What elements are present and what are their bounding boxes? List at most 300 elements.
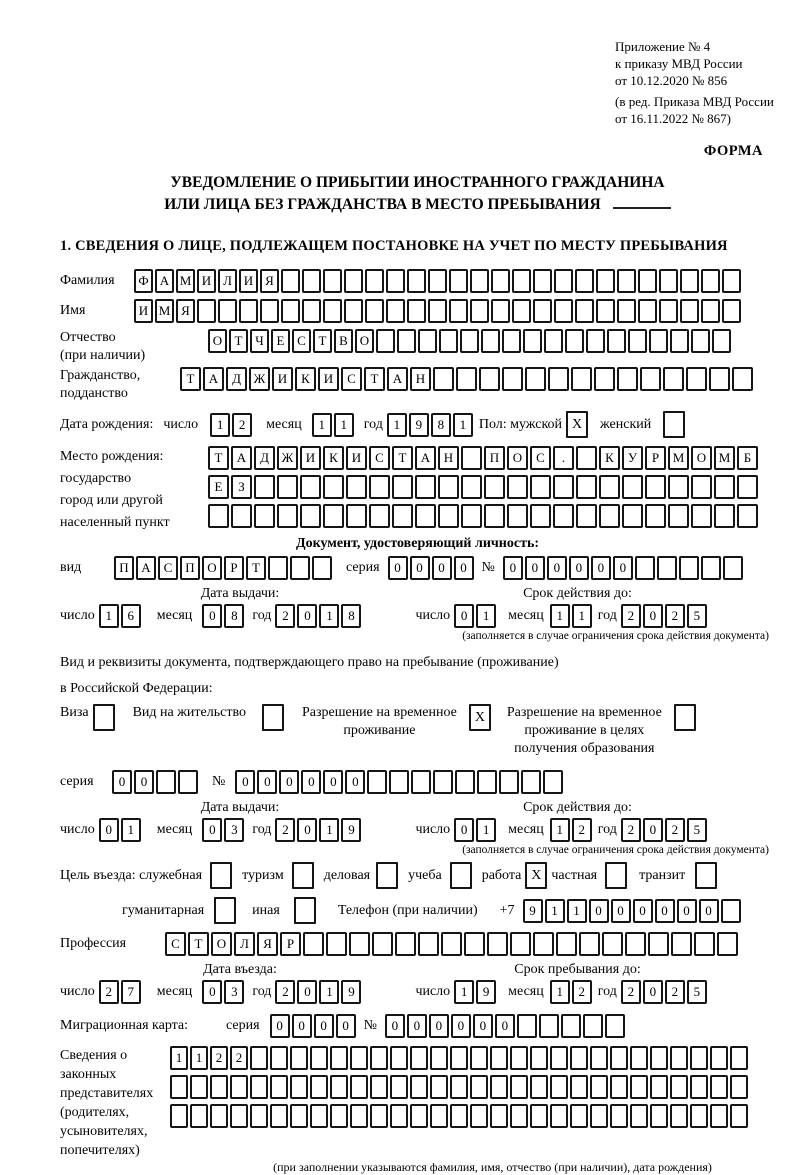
birthplace-row-3-cell[interactable]: [530, 504, 551, 528]
birthplace-row-1-cell[interactable]: Д: [254, 446, 275, 470]
doc-type-boxes-cell[interactable]: Р: [224, 556, 244, 580]
surname-boxes-cell[interactable]: [491, 269, 510, 293]
profession-boxes-cell[interactable]: [418, 932, 439, 956]
surname-boxes-cell[interactable]: [554, 269, 573, 293]
purpose-official-checkbox[interactable]: [210, 862, 232, 889]
res-issue-day-boxes-cell[interactable]: 0: [99, 818, 119, 842]
doc-series-boxes-cell[interactable]: 0: [410, 556, 430, 580]
representatives-row-1-cell[interactable]: 1: [170, 1046, 188, 1070]
representatives-row-3-cell[interactable]: [670, 1104, 688, 1128]
birthplace-row-1-cell[interactable]: И: [346, 446, 367, 470]
representatives-row-3-cell[interactable]: [590, 1104, 608, 1128]
representatives-row-3-cell[interactable]: [470, 1104, 488, 1128]
birthplace-row-3-cell[interactable]: [300, 504, 321, 528]
profession-boxes-cell[interactable]: [487, 932, 508, 956]
birthplace-row-3-cell[interactable]: [668, 504, 689, 528]
citizenship-boxes-cell[interactable]: [548, 367, 569, 391]
representatives-row-2-cell[interactable]: [190, 1075, 208, 1099]
birthplace-row-2-cell[interactable]: [300, 475, 321, 499]
representatives-row-1-cell[interactable]: [430, 1046, 448, 1070]
representatives-row-1-cell[interactable]: [550, 1046, 568, 1070]
birthplace-row-3-cell[interactable]: [553, 504, 574, 528]
doc-issue-year-boxes-cell[interactable]: 8: [341, 604, 361, 628]
surname-boxes-cell[interactable]: [428, 269, 447, 293]
res-number-boxes-cell[interactable]: [455, 770, 475, 794]
firstname-boxes-cell[interactable]: Я: [176, 299, 195, 323]
representatives-row-1-cell[interactable]: [490, 1046, 508, 1070]
citizenship-boxes-cell[interactable]: Т: [180, 367, 201, 391]
citizenship-boxes-cell[interactable]: Т: [364, 367, 385, 391]
representatives-row-1-cell[interactable]: [730, 1046, 748, 1070]
res-expiry-day-boxes-cell[interactable]: 0: [454, 818, 474, 842]
representatives-row-1-cell[interactable]: [270, 1046, 288, 1070]
migration-number-boxes-cell[interactable]: [561, 1014, 581, 1038]
birthplace-row-2-cell[interactable]: З: [231, 475, 252, 499]
birthplace-row-1-cell[interactable]: Н: [438, 446, 459, 470]
firstname-boxes-cell[interactable]: [386, 299, 405, 323]
representatives-row-2-cell[interactable]: [390, 1075, 408, 1099]
citizenship-boxes-cell[interactable]: [709, 367, 730, 391]
firstname-boxes-cell[interactable]: [554, 299, 573, 323]
citizenship-boxes-cell[interactable]: [617, 367, 638, 391]
profession-boxes-cell[interactable]: [372, 932, 393, 956]
res-number-boxes-cell[interactable]: [367, 770, 387, 794]
migration-number-boxes-cell[interactable]: 0: [495, 1014, 515, 1038]
phone-boxes-cell[interactable]: 0: [699, 899, 719, 923]
profession-boxes-cell[interactable]: [395, 932, 416, 956]
temp-residence-checkbox[interactable]: X: [469, 704, 491, 731]
doc-issue-year-boxes-cell[interactable]: 0: [297, 604, 317, 628]
doc-issue-month-boxes-cell[interactable]: 0: [202, 604, 222, 628]
birthplace-row-3-cell[interactable]: [392, 504, 413, 528]
surname-boxes-cell[interactable]: [512, 269, 531, 293]
patronymic-boxes-cell[interactable]: [523, 329, 542, 353]
visa-checkbox[interactable]: [93, 704, 115, 731]
doc-number-boxes-cell[interactable]: 0: [547, 556, 567, 580]
migration-number-boxes-cell[interactable]: 0: [473, 1014, 493, 1038]
birthplace-row-1-cell[interactable]: С: [530, 446, 551, 470]
birthplace-row-1-cell[interactable]: [461, 446, 482, 470]
entry-day-boxes-cell[interactable]: 2: [99, 980, 119, 1004]
profession-boxes-cell[interactable]: [441, 932, 462, 956]
profession-boxes-cell[interactable]: [671, 932, 692, 956]
representatives-row-1-cell[interactable]: [290, 1046, 308, 1070]
stay-year-boxes-cell[interactable]: 0: [643, 980, 663, 1004]
doc-number-boxes-cell[interactable]: 0: [569, 556, 589, 580]
birth-month-boxes-cell[interactable]: 1: [312, 413, 332, 437]
surname-boxes-cell[interactable]: [470, 269, 489, 293]
birthplace-row-2-cell[interactable]: [438, 475, 459, 499]
doc-issue-year-boxes-cell[interactable]: 2: [275, 604, 295, 628]
doc-number-boxes-cell[interactable]: [701, 556, 721, 580]
representatives-row-3-cell[interactable]: [350, 1104, 368, 1128]
birthplace-row-1-cell[interactable]: А: [231, 446, 252, 470]
firstname-boxes-cell[interactable]: [365, 299, 384, 323]
representatives-row-1-cell[interactable]: [570, 1046, 588, 1070]
migration-number-boxes-cell[interactable]: [605, 1014, 625, 1038]
representatives-row-1-cell[interactable]: 2: [210, 1046, 228, 1070]
birth-year-boxes-cell[interactable]: 1: [453, 413, 473, 437]
citizenship-boxes-cell[interactable]: [479, 367, 500, 391]
patronymic-boxes-cell[interactable]: [418, 329, 437, 353]
phone-boxes-cell[interactable]: 0: [589, 899, 609, 923]
purpose-other-checkbox[interactable]: [294, 897, 316, 924]
representatives-row-1-cell[interactable]: [410, 1046, 428, 1070]
citizenship-boxes-cell[interactable]: С: [341, 367, 362, 391]
doc-type-boxes-cell[interactable]: О: [202, 556, 222, 580]
res-number-boxes-cell[interactable]: [543, 770, 563, 794]
citizenship-boxes-cell[interactable]: [663, 367, 684, 391]
citizenship-boxes-cell[interactable]: И: [318, 367, 339, 391]
birthplace-row-2-cell[interactable]: [553, 475, 574, 499]
birthplace-row-3-cell[interactable]: [691, 504, 712, 528]
birthplace-row-2-cell[interactable]: [622, 475, 643, 499]
representatives-row-3-cell[interactable]: [430, 1104, 448, 1128]
firstname-boxes-cell[interactable]: [428, 299, 447, 323]
birthplace-row-1-cell[interactable]: И: [300, 446, 321, 470]
representatives-row-2-cell[interactable]: [430, 1075, 448, 1099]
res-number-boxes-cell[interactable]: [477, 770, 497, 794]
representatives-row-1-cell[interactable]: [530, 1046, 548, 1070]
birthplace-row-3-cell[interactable]: [714, 504, 735, 528]
birthplace-row-3-cell[interactable]: [599, 504, 620, 528]
firstname-boxes-cell[interactable]: [659, 299, 678, 323]
representatives-row-1-cell[interactable]: [450, 1046, 468, 1070]
res-number-boxes-cell[interactable]: 0: [323, 770, 343, 794]
res-issue-year-boxes-cell[interactable]: 9: [341, 818, 361, 842]
res-number-boxes-cell[interactable]: [411, 770, 431, 794]
residence-permit-checkbox[interactable]: [262, 704, 284, 731]
birthplace-row-3-cell[interactable]: [438, 504, 459, 528]
res-issue-day-boxes-cell[interactable]: 1: [121, 818, 141, 842]
representatives-row-2-cell[interactable]: [330, 1075, 348, 1099]
citizenship-boxes-cell[interactable]: Ж: [249, 367, 270, 391]
res-number-boxes-cell[interactable]: [389, 770, 409, 794]
surname-boxes-cell[interactable]: [680, 269, 699, 293]
surname-boxes-cell[interactable]: [722, 269, 741, 293]
birthplace-row-1-cell[interactable]: П: [484, 446, 505, 470]
surname-boxes-cell[interactable]: Л: [218, 269, 237, 293]
birthplace-row-2-cell[interactable]: [645, 475, 666, 499]
citizenship-boxes-cell[interactable]: А: [387, 367, 408, 391]
representatives-row-3-cell[interactable]: [270, 1104, 288, 1128]
doc-series-boxes-cell[interactable]: 0: [388, 556, 408, 580]
purpose-transit-checkbox[interactable]: [695, 862, 717, 889]
patronymic-boxes-cell[interactable]: С: [292, 329, 311, 353]
representatives-row-3-cell[interactable]: [690, 1104, 708, 1128]
birthplace-row-1-cell[interactable]: К: [323, 446, 344, 470]
birthplace-row-3-cell[interactable]: [484, 504, 505, 528]
representatives-row-2-cell[interactable]: [570, 1075, 588, 1099]
doc-number-boxes-cell[interactable]: 0: [613, 556, 633, 580]
surname-boxes-cell[interactable]: [386, 269, 405, 293]
firstname-boxes-cell[interactable]: [596, 299, 615, 323]
res-number-boxes-cell[interactable]: [433, 770, 453, 794]
birthplace-row-1-cell[interactable]: Ж: [277, 446, 298, 470]
profession-boxes-cell[interactable]: [579, 932, 600, 956]
firstname-boxes-cell[interactable]: [491, 299, 510, 323]
res-expiry-year-boxes-cell[interactable]: 2: [621, 818, 641, 842]
res-number-boxes-cell[interactable]: 0: [235, 770, 255, 794]
doc-type-boxes-cell[interactable]: [268, 556, 288, 580]
representatives-row-3-cell[interactable]: [370, 1104, 388, 1128]
representatives-row-2-cell[interactable]: [490, 1075, 508, 1099]
birthplace-row-2-cell[interactable]: [691, 475, 712, 499]
birthplace-row-1-cell[interactable]: С: [369, 446, 390, 470]
profession-boxes-cell[interactable]: [533, 932, 554, 956]
patronymic-boxes-cell[interactable]: [565, 329, 584, 353]
citizenship-boxes-cell[interactable]: [686, 367, 707, 391]
representatives-row-3-cell[interactable]: [390, 1104, 408, 1128]
representatives-row-2-cell[interactable]: [710, 1075, 728, 1099]
representatives-row-2-cell[interactable]: [650, 1075, 668, 1099]
representatives-row-3-cell[interactable]: [330, 1104, 348, 1128]
doc-expiry-day-boxes-cell[interactable]: 0: [454, 604, 474, 628]
surname-boxes-cell[interactable]: [638, 269, 657, 293]
birthplace-row-2-cell[interactable]: [737, 475, 758, 499]
birthplace-row-3-cell[interactable]: [231, 504, 252, 528]
representatives-row-2-cell[interactable]: [370, 1075, 388, 1099]
stay-year-boxes-cell[interactable]: 5: [687, 980, 707, 1004]
firstname-boxes-cell[interactable]: [680, 299, 699, 323]
firstname-boxes-cell[interactable]: [701, 299, 720, 323]
birthplace-row-3-cell[interactable]: [507, 504, 528, 528]
phone-boxes-cell[interactable]: 0: [611, 899, 631, 923]
birthplace-row-1-cell[interactable]: К: [599, 446, 620, 470]
patronymic-boxes-cell[interactable]: [544, 329, 563, 353]
citizenship-boxes-cell[interactable]: [525, 367, 546, 391]
representatives-row-3-cell[interactable]: [310, 1104, 328, 1128]
patronymic-boxes-cell[interactable]: В: [334, 329, 353, 353]
representatives-row-1-cell[interactable]: [710, 1046, 728, 1070]
doc-issue-month-boxes-cell[interactable]: 8: [224, 604, 244, 628]
surname-boxes-cell[interactable]: [596, 269, 615, 293]
doc-type-boxes-cell[interactable]: П: [114, 556, 134, 580]
representatives-row-2-cell[interactable]: [690, 1075, 708, 1099]
representatives-row-2-cell[interactable]: [350, 1075, 368, 1099]
res-number-boxes-cell[interactable]: 0: [279, 770, 299, 794]
profession-boxes-cell[interactable]: [694, 932, 715, 956]
migration-series-boxes-cell[interactable]: 0: [336, 1014, 356, 1038]
doc-expiry-month-boxes-cell[interactable]: 1: [550, 604, 570, 628]
surname-boxes-cell[interactable]: [323, 269, 342, 293]
profession-boxes-cell[interactable]: [326, 932, 347, 956]
birthplace-row-2-cell[interactable]: [599, 475, 620, 499]
representatives-row-3-cell[interactable]: [490, 1104, 508, 1128]
surname-boxes-cell[interactable]: М: [176, 269, 195, 293]
representatives-row-3-cell[interactable]: [250, 1104, 268, 1128]
birth-year-boxes-cell[interactable]: 9: [409, 413, 429, 437]
patronymic-boxes-cell[interactable]: [607, 329, 626, 353]
birthplace-row-2-cell[interactable]: Е: [208, 475, 229, 499]
surname-boxes-cell[interactable]: [617, 269, 636, 293]
migration-series-boxes-cell[interactable]: 0: [314, 1014, 334, 1038]
birthplace-row-1-cell[interactable]: М: [668, 446, 689, 470]
birth-month-boxes-cell[interactable]: 1: [334, 413, 354, 437]
patronymic-boxes-cell[interactable]: [481, 329, 500, 353]
profession-boxes-cell[interactable]: Я: [257, 932, 278, 956]
res-number-boxes-cell[interactable]: [521, 770, 541, 794]
surname-boxes-cell[interactable]: [701, 269, 720, 293]
res-issue-year-boxes-cell[interactable]: 2: [275, 818, 295, 842]
entry-year-boxes-cell[interactable]: 2: [275, 980, 295, 1004]
phone-boxes-cell[interactable]: 0: [677, 899, 697, 923]
profession-boxes-cell[interactable]: Л: [234, 932, 255, 956]
firstname-boxes-cell[interactable]: [449, 299, 468, 323]
res-expiry-day-boxes-cell[interactable]: 1: [476, 818, 496, 842]
stay-month-boxes-cell[interactable]: 2: [572, 980, 592, 1004]
doc-number-boxes-cell[interactable]: [657, 556, 677, 580]
firstname-boxes-cell[interactable]: [533, 299, 552, 323]
profession-boxes-cell[interactable]: [303, 932, 324, 956]
representatives-row-2-cell[interactable]: [530, 1075, 548, 1099]
representatives-row-1-cell[interactable]: 2: [230, 1046, 248, 1070]
patronymic-boxes-cell[interactable]: [649, 329, 668, 353]
patronymic-boxes-cell[interactable]: Е: [271, 329, 290, 353]
patronymic-boxes-cell[interactable]: [712, 329, 731, 353]
profession-boxes-cell[interactable]: С: [165, 932, 186, 956]
surname-boxes-cell[interactable]: [344, 269, 363, 293]
profession-boxes-cell[interactable]: [510, 932, 531, 956]
purpose-humanitarian-checkbox[interactable]: [214, 897, 236, 924]
female-checkbox[interactable]: [663, 411, 685, 438]
firstname-boxes-cell[interactable]: [344, 299, 363, 323]
doc-issue-year-boxes-cell[interactable]: 1: [319, 604, 339, 628]
firstname-boxes-cell[interactable]: [281, 299, 300, 323]
birthplace-row-1-cell[interactable]: У: [622, 446, 643, 470]
birthplace-row-2-cell[interactable]: [346, 475, 367, 499]
patronymic-boxes-cell[interactable]: [628, 329, 647, 353]
birthplace-row-3-cell[interactable]: [622, 504, 643, 528]
citizenship-boxes-cell[interactable]: К: [295, 367, 316, 391]
migration-number-boxes-cell[interactable]: 0: [429, 1014, 449, 1038]
migration-number-boxes-cell[interactable]: [539, 1014, 559, 1038]
doc-number-boxes-cell[interactable]: [635, 556, 655, 580]
representatives-row-3-cell[interactable]: [650, 1104, 668, 1128]
firstname-boxes-cell[interactable]: [218, 299, 237, 323]
birthplace-row-1-cell[interactable]: [576, 446, 597, 470]
firstname-boxes-cell[interactable]: [722, 299, 741, 323]
migration-number-boxes-cell[interactable]: 0: [385, 1014, 405, 1038]
patronymic-boxes-cell[interactable]: [502, 329, 521, 353]
res-issue-month-boxes-cell[interactable]: 0: [202, 818, 222, 842]
representatives-row-2-cell[interactable]: [270, 1075, 288, 1099]
birthplace-row-1-cell[interactable]: Б: [737, 446, 758, 470]
profession-boxes-cell[interactable]: [625, 932, 646, 956]
representatives-row-3-cell[interactable]: [170, 1104, 188, 1128]
phone-boxes-cell[interactable]: 1: [545, 899, 565, 923]
birthplace-row-3-cell[interactable]: [415, 504, 436, 528]
birth-day-boxes-cell[interactable]: 1: [210, 413, 230, 437]
representatives-row-2-cell[interactable]: [230, 1075, 248, 1099]
profession-boxes-cell[interactable]: [602, 932, 623, 956]
representatives-row-3-cell[interactable]: [530, 1104, 548, 1128]
patronymic-boxes-cell[interactable]: [376, 329, 395, 353]
profession-boxes-cell[interactable]: Р: [280, 932, 301, 956]
birthplace-row-1-cell[interactable]: О: [507, 446, 528, 470]
birthplace-row-3-cell[interactable]: [645, 504, 666, 528]
representatives-row-1-cell[interactable]: [590, 1046, 608, 1070]
representatives-row-3-cell[interactable]: [290, 1104, 308, 1128]
representatives-row-2-cell[interactable]: [610, 1075, 628, 1099]
entry-day-boxes-cell[interactable]: 7: [121, 980, 141, 1004]
patronymic-boxes-cell[interactable]: О: [355, 329, 374, 353]
birthplace-row-3-cell[interactable]: [737, 504, 758, 528]
representatives-row-2-cell[interactable]: [630, 1075, 648, 1099]
representatives-row-1-cell[interactable]: [690, 1046, 708, 1070]
doc-number-boxes-cell[interactable]: 0: [525, 556, 545, 580]
firstname-boxes-cell[interactable]: [302, 299, 321, 323]
patronymic-boxes-cell[interactable]: [586, 329, 605, 353]
representatives-row-3-cell[interactable]: [570, 1104, 588, 1128]
representatives-row-1-cell[interactable]: [350, 1046, 368, 1070]
entry-year-boxes-cell[interactable]: 9: [341, 980, 361, 1004]
birthplace-row-2-cell[interactable]: [369, 475, 390, 499]
patronymic-boxes-cell[interactable]: О: [208, 329, 227, 353]
representatives-row-3-cell[interactable]: [410, 1104, 428, 1128]
doc-expiry-year-boxes-cell[interactable]: 5: [687, 604, 707, 628]
firstname-boxes-cell[interactable]: [407, 299, 426, 323]
patronymic-boxes-cell[interactable]: Т: [229, 329, 248, 353]
res-number-boxes-cell[interactable]: 0: [257, 770, 277, 794]
entry-month-boxes-cell[interactable]: 0: [202, 980, 222, 1004]
entry-month-boxes-cell[interactable]: 3: [224, 980, 244, 1004]
res-number-boxes-cell[interactable]: 0: [301, 770, 321, 794]
doc-type-boxes-cell[interactable]: А: [136, 556, 156, 580]
temp-residence-edu-checkbox[interactable]: [674, 704, 696, 731]
doc-series-boxes-cell[interactable]: 0: [454, 556, 474, 580]
citizenship-boxes-cell[interactable]: А: [203, 367, 224, 391]
representatives-row-2-cell[interactable]: [290, 1075, 308, 1099]
representatives-row-3-cell[interactable]: [450, 1104, 468, 1128]
res-expiry-year-boxes-cell[interactable]: 0: [643, 818, 663, 842]
doc-number-boxes-cell[interactable]: 0: [503, 556, 523, 580]
representatives-row-1-cell[interactable]: [390, 1046, 408, 1070]
stay-year-boxes-cell[interactable]: 2: [621, 980, 641, 1004]
firstname-boxes-cell[interactable]: [575, 299, 594, 323]
birthplace-row-1-cell[interactable]: Т: [392, 446, 413, 470]
phone-boxes-cell[interactable]: 1: [567, 899, 587, 923]
representatives-row-1-cell[interactable]: [610, 1046, 628, 1070]
representatives-row-1-cell[interactable]: [510, 1046, 528, 1070]
res-expiry-year-boxes-cell[interactable]: 5: [687, 818, 707, 842]
birthplace-row-3-cell[interactable]: [323, 504, 344, 528]
birthplace-row-1-cell[interactable]: .: [553, 446, 574, 470]
surname-boxes-cell[interactable]: [365, 269, 384, 293]
phone-boxes-cell[interactable]: 0: [655, 899, 675, 923]
doc-number-boxes-cell[interactable]: 0: [591, 556, 611, 580]
firstname-boxes-cell[interactable]: [197, 299, 216, 323]
representatives-row-1-cell[interactable]: [310, 1046, 328, 1070]
doc-number-boxes-cell[interactable]: [679, 556, 699, 580]
doc-expiry-day-boxes-cell[interactable]: 1: [476, 604, 496, 628]
profession-boxes-cell[interactable]: Т: [188, 932, 209, 956]
citizenship-boxes-cell[interactable]: [571, 367, 592, 391]
birthplace-row-2-cell[interactable]: [484, 475, 505, 499]
entry-year-boxes-cell[interactable]: 0: [297, 980, 317, 1004]
doc-expiry-month-boxes-cell[interactable]: 1: [572, 604, 592, 628]
purpose-tourism-checkbox[interactable]: [292, 862, 314, 889]
purpose-study-checkbox[interactable]: [450, 862, 472, 889]
representatives-row-2-cell[interactable]: [250, 1075, 268, 1099]
representatives-row-1-cell[interactable]: [250, 1046, 268, 1070]
birthplace-row-2-cell[interactable]: [507, 475, 528, 499]
representatives-row-2-cell[interactable]: [730, 1075, 748, 1099]
surname-boxes-cell[interactable]: А: [155, 269, 174, 293]
profession-boxes-cell[interactable]: [717, 932, 738, 956]
representatives-row-1-cell[interactable]: [650, 1046, 668, 1070]
firstname-boxes-cell[interactable]: [239, 299, 258, 323]
